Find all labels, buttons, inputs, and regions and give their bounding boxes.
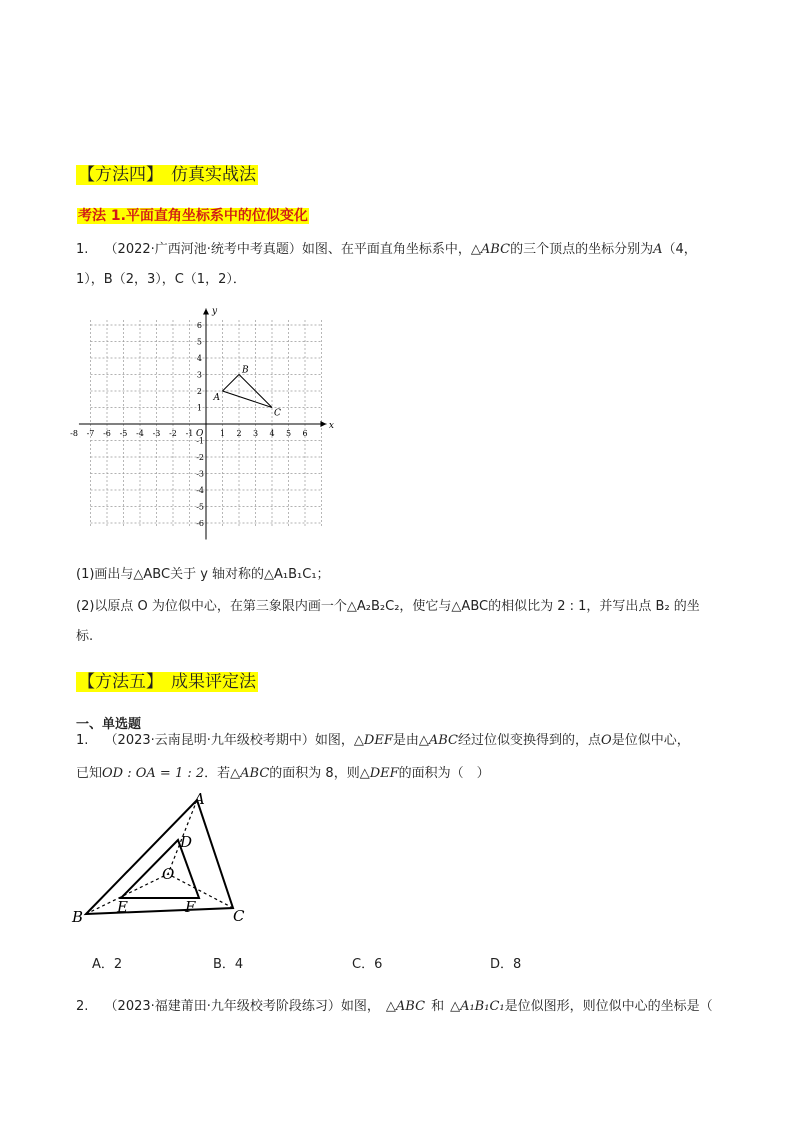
- method4-heading: [76, 160, 258, 185]
- mc2-text2: 是位似图形，则位似中心的坐标是（: [504, 999, 713, 1014]
- mc1-abc2: △ABC: [230, 766, 270, 781]
- x-tick-label: 1: [219, 429, 226, 438]
- q1-text2: 的三个顶点的坐标分别为: [510, 242, 654, 257]
- topic1-label: 考法 1.平面直角坐标系中的位似变化: [78, 208, 308, 224]
- mc1-source: （2023·云南昆明·九年级校考期中）: [104, 733, 315, 748]
- q1-number: 1.: [76, 242, 89, 257]
- q1-line2: 1），B（2，3），C（1，2）．: [76, 272, 246, 287]
- mc1-line2d: 的面积为（ ）: [398, 766, 490, 781]
- mc2-text1: 如图，: [340, 999, 380, 1014]
- method4-title: 仿真实战法: [165, 165, 258, 185]
- mc2-source: （2023·福建莆田·九年级校考阶段练习）: [104, 999, 341, 1014]
- y-tick-label: 4: [196, 354, 202, 363]
- q1-point-a: A: [653, 242, 663, 257]
- x-axis-arrow: [320, 421, 326, 427]
- mc2-line1: [76, 992, 713, 1022]
- y-tick-label: -1: [196, 436, 204, 446]
- mc1-line2: [76, 759, 490, 789]
- x-tick-label: -1: [185, 429, 194, 438]
- fig2-label-b: B: [72, 908, 84, 926]
- x-tick-label: -5: [119, 429, 128, 438]
- topic1-heading: [77, 205, 309, 225]
- y-axis-label: y: [212, 306, 218, 317]
- mc2-a1b1c1: △A₁B₁C₁: [450, 999, 505, 1014]
- x-tick-label: -3: [152, 429, 161, 438]
- y-tick-label: -6: [196, 519, 204, 528]
- x-tick-label: 4: [269, 429, 275, 438]
- fig2-label-d: D: [180, 833, 193, 851]
- q1-part1: (1)画出与△ABC关于 y 轴对称的△A₁B₁C₁；: [76, 567, 330, 582]
- x-tick-label: -4: [136, 429, 144, 438]
- x-axis-label: x: [328, 421, 335, 431]
- q1-text1: 如图、在平面直角坐标系中，: [301, 242, 471, 257]
- x-tick-label: 2: [236, 429, 242, 438]
- mc1-line2b: ．若: [204, 766, 231, 781]
- mc1-line1: [76, 726, 690, 756]
- x-tick-label: -2: [169, 429, 177, 438]
- fig2-label-c: C: [233, 907, 245, 925]
- q1-part2-end: 标.: [76, 629, 94, 644]
- y-tick-label: -4: [196, 486, 204, 495]
- label-b: B: [242, 365, 249, 376]
- x-tick-label: 5: [285, 429, 292, 438]
- mc1-line2c: 的面积为 8，则: [269, 766, 360, 781]
- mc1-line2a: 已知: [76, 766, 103, 781]
- mc1-def2: △DEF: [359, 766, 399, 781]
- mc1-text1: 如图，: [314, 733, 354, 748]
- y-tick-label: -3: [196, 469, 204, 479]
- mc1-option-b[interactable]: B．4: [213, 957, 244, 972]
- q1-source: （2022·广西河池·统考中考真题）: [104, 242, 302, 257]
- y-tick-label: -2: [196, 453, 204, 462]
- q1-triangle: △ABC: [470, 242, 511, 257]
- origin-label: O: [196, 429, 204, 439]
- mc1-number: 1.: [76, 733, 89, 748]
- coordinate-graph: [70, 300, 346, 540]
- label-c: C: [274, 408, 281, 419]
- x-tick-label: 6: [302, 429, 308, 438]
- y-tick-label: -5: [196, 502, 204, 512]
- mc1-o: O: [601, 733, 612, 748]
- fig2-label-o: O: [162, 865, 175, 883]
- mc1-def: △DEF: [353, 733, 393, 748]
- mc1-option-d[interactable]: D．8: [490, 957, 522, 972]
- y-tick-label: 1: [196, 403, 202, 413]
- q1-part2: (2)以原点 O 为位似中心，在第三象限内画一个△A₂B₂C₂，使它与△ABC的相似比为 2 : 1，并写出点 B₂ 的坐: [76, 599, 700, 614]
- fig2-label-e: E: [117, 898, 128, 916]
- x-tick-label: -7: [86, 429, 95, 438]
- label-a: A: [213, 393, 220, 403]
- mc2-and: 和: [431, 999, 445, 1014]
- fig2-label-f: F: [185, 898, 196, 916]
- section-single-choice: 一、单选题: [76, 717, 142, 732]
- method5-heading: [76, 667, 258, 692]
- y-tick-label: 5: [196, 337, 202, 347]
- mc1-text2: 是由: [392, 733, 419, 748]
- mc2-abc: △ABC: [385, 999, 426, 1014]
- y-tick-label: 6: [196, 321, 202, 330]
- method5-label: 【方法五】: [78, 672, 163, 692]
- y-tick-label: 3: [196, 370, 202, 380]
- q1-a-coord: （4，: [662, 242, 697, 257]
- fig2-label-a: A: [194, 790, 205, 808]
- method4-label: 【方法四】: [78, 165, 163, 185]
- mc1-text3: 经过位似变换得到的，点: [458, 733, 602, 748]
- q1-line1: [76, 235, 697, 265]
- similar-triangles-figure: [70, 790, 260, 930]
- mc1-text4: 是位似中心，: [611, 733, 690, 748]
- mc1-ratio: OD : OA = 1 : 2: [102, 766, 205, 781]
- y-axis-arrow: [203, 309, 209, 315]
- x-tick-label: -6: [103, 429, 111, 438]
- x-tick-label: -8: [70, 429, 78, 438]
- x-tick-label: 3: [252, 429, 259, 438]
- mc1-option-c[interactable]: C．6: [352, 957, 383, 972]
- mc1-option-a[interactable]: A．2: [92, 957, 123, 972]
- mc1-abc: △ABC: [418, 733, 459, 748]
- method5-title: 成果评定法: [165, 672, 258, 692]
- y-tick-label: 2: [196, 387, 202, 396]
- mc2-number: 2.: [76, 999, 89, 1014]
